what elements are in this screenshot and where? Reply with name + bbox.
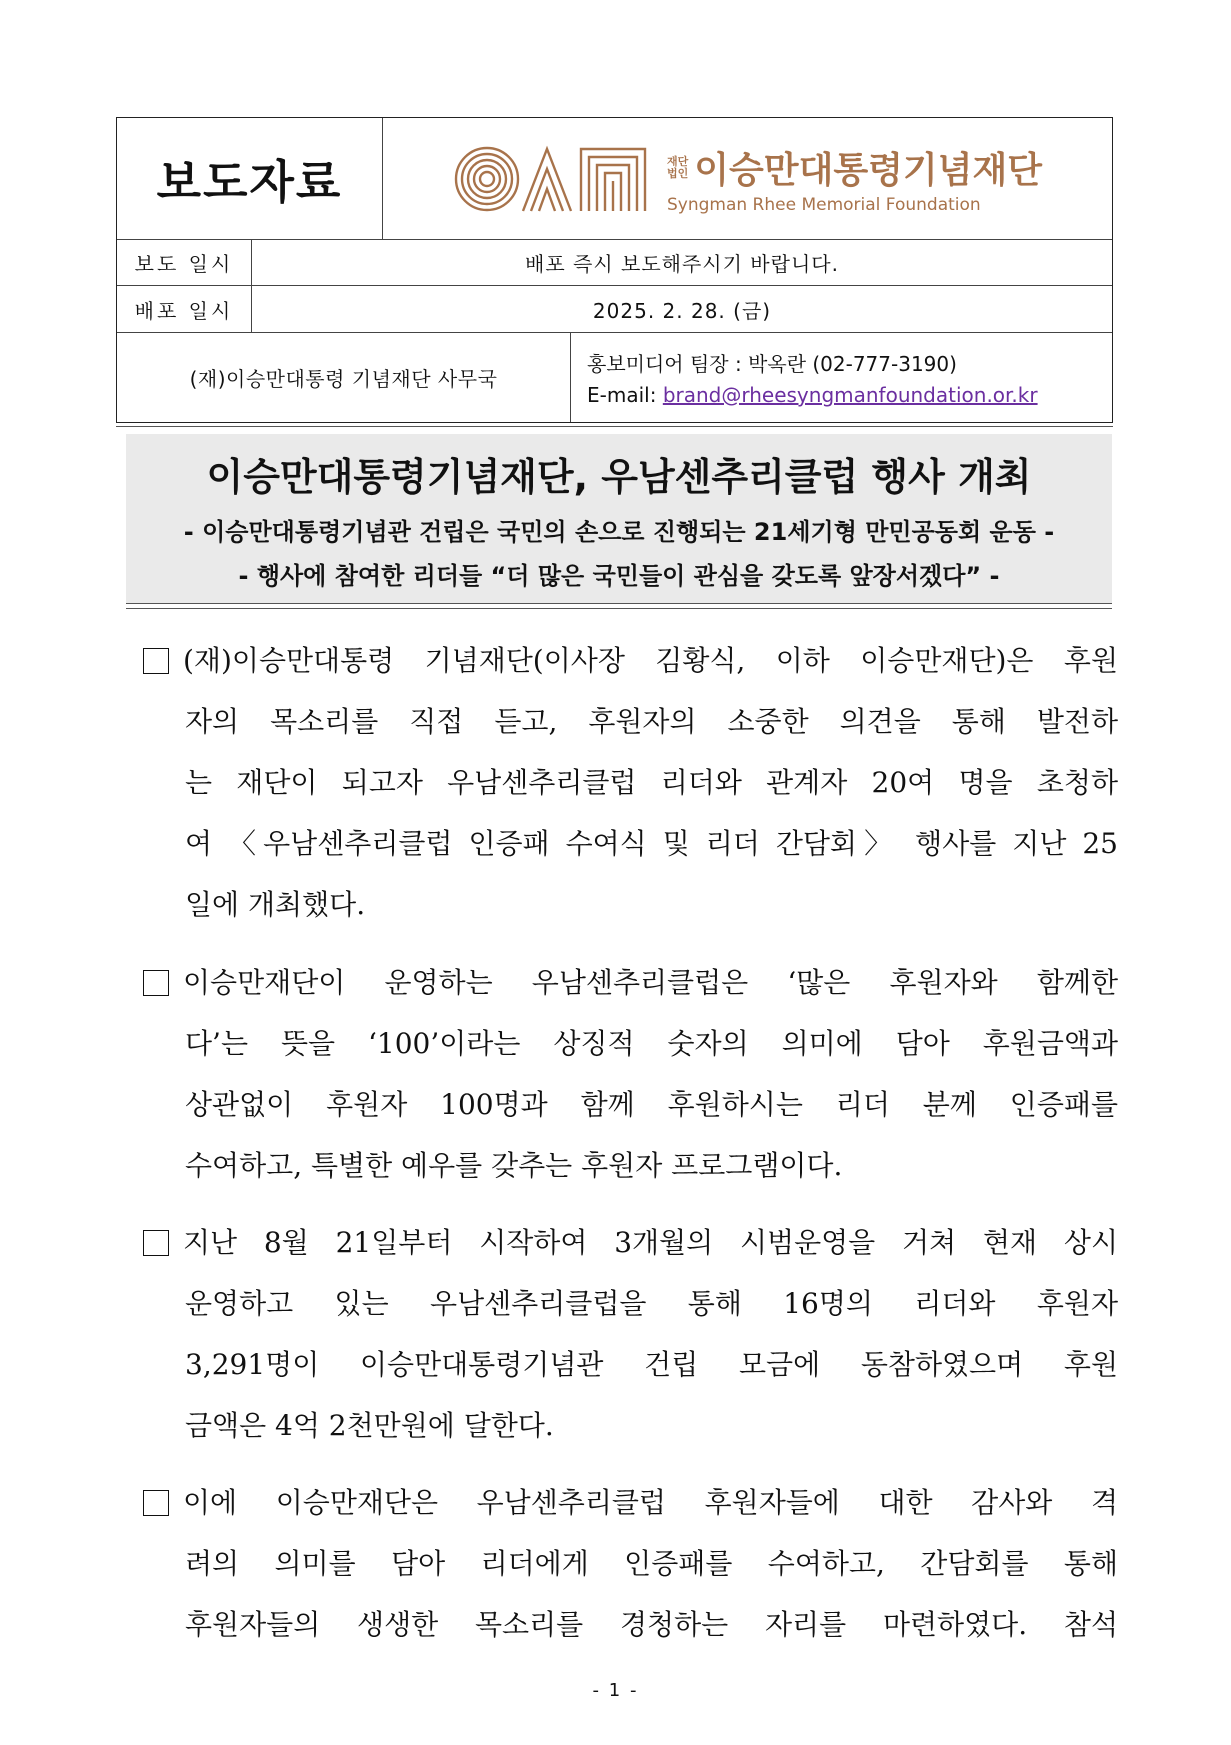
press-header-table [116, 117, 1113, 423]
header-divider [116, 426, 1113, 427]
headline-divider-2 [126, 608, 1112, 609]
report-date-row [117, 240, 1112, 286]
contact-info [571, 333, 1112, 422]
contact-email-line [587, 383, 1038, 407]
email-link[interactable]: brand@rheesyngmanfoundation.or.kr [662, 383, 1038, 407]
report-date-value: 배포 즉시 보도해주시기 바랍니다. [525, 252, 839, 276]
doc-type-cell [117, 118, 383, 239]
release-date-row [117, 286, 1112, 333]
release-date-label: 배포 일시 [117, 286, 252, 332]
headline-subtitle-2: - 행사에 참여한 리더들 “더 많은 국민들이 관심을 갖도록 앞장서겠다” - [238, 562, 1000, 590]
contact-row [117, 333, 1112, 422]
foundation-badge: 재단 법인 [666, 154, 689, 180]
body-paragraph-4: 이에 이승만재단은 우남센추리클럽 후원자들에 대한 감사와 격 려의 의미를 담아 리더에게 인증패를 수여하고, 간담회를 통해 후원자들의 생생한 목소리를 경청하는 자리를 마련하였다. 참석 [143, 1472, 1118, 1655]
office-name: (재)이승만대통령 기념재단 사무국 [117, 333, 571, 422]
headline-subtitle-1: - 이승만대통령기념관 건립은 국민의 손으로 진행되는 21세기형 만민공동회 운동 - [183, 518, 1055, 546]
header-title-row [117, 118, 1112, 240]
headline-title: 이승만대통령기념재단, 우남센추리클럽 행사 개최 [206, 455, 1032, 499]
foundation-emblem-icon [453, 145, 649, 213]
page-number: - 1 - [592, 1680, 639, 1701]
headline-divider-1 [126, 603, 1112, 604]
body-paragraph-3: 지난 8월 21일부터 시작하여 3개월의 시범운영을 거쳐 현재 상시 운영하고 있는 우남센추리클럽을 통해 16명의 리더와 후원자 3,291명이 이승만대통령기념관 건립 모금에 동참하였으며 후원 금액은 4억 2천만원에 달한다. [143, 1212, 1118, 1456]
doc-type-title: 보도자료 [156, 154, 343, 209]
report-date-label: 보도 일시 [117, 240, 252, 285]
body-paragraph-2: 이승만재단이 운영하는 우남센추리클럽은 ‘많은 후원자와 함께한 다’는 뜻을 ‘100’이라는 상징적 숫자의 의미에 담아 후원금액과 상관없이 후원자 100명과 함께 후원하시는 리더 분께 인증패를 수여하고, 특별한 예우를 갖추는 후원자 프로그램이다. [143, 952, 1118, 1196]
checkbox-bullet-icon [143, 1490, 169, 1516]
checkbox-bullet-icon [143, 970, 169, 996]
body-paragraph-1: (재)이승만대통령 기념재단(이사장 김황식, 이하 이승만재단)은 후원 자의 목소리를 직접 듣고, 후원자의 소중한 의견을 통해 발전하 는 재단이 되고자 우남센추리클럽 리더와 관계자 20여 명을 초청하 여 〈우남센추리클럽 인증패 수여식 및 리더 간담회〉 행사를 지난 25 일에 개최했다. [143, 630, 1118, 935]
email-label: E-mail: [587, 383, 663, 407]
foundation-name-english: Syngman Rhee Memorial Foundation [666, 195, 981, 215]
checkbox-bullet-icon [143, 648, 169, 674]
foundation-name-korean: 이승만대통령기념재단 [694, 150, 1043, 191]
foundation-logo [453, 142, 1042, 215]
checkbox-bullet-icon [143, 1230, 169, 1256]
contact-person: 홍보미디어 팀장 : 박옥란 (02-777-3190) [587, 352, 957, 376]
foundation-name [667, 142, 1042, 215]
release-date-value: 2025. 2. 28. (금) [592, 298, 772, 323]
logo-cell [383, 118, 1112, 239]
headline-box [126, 434, 1112, 604]
